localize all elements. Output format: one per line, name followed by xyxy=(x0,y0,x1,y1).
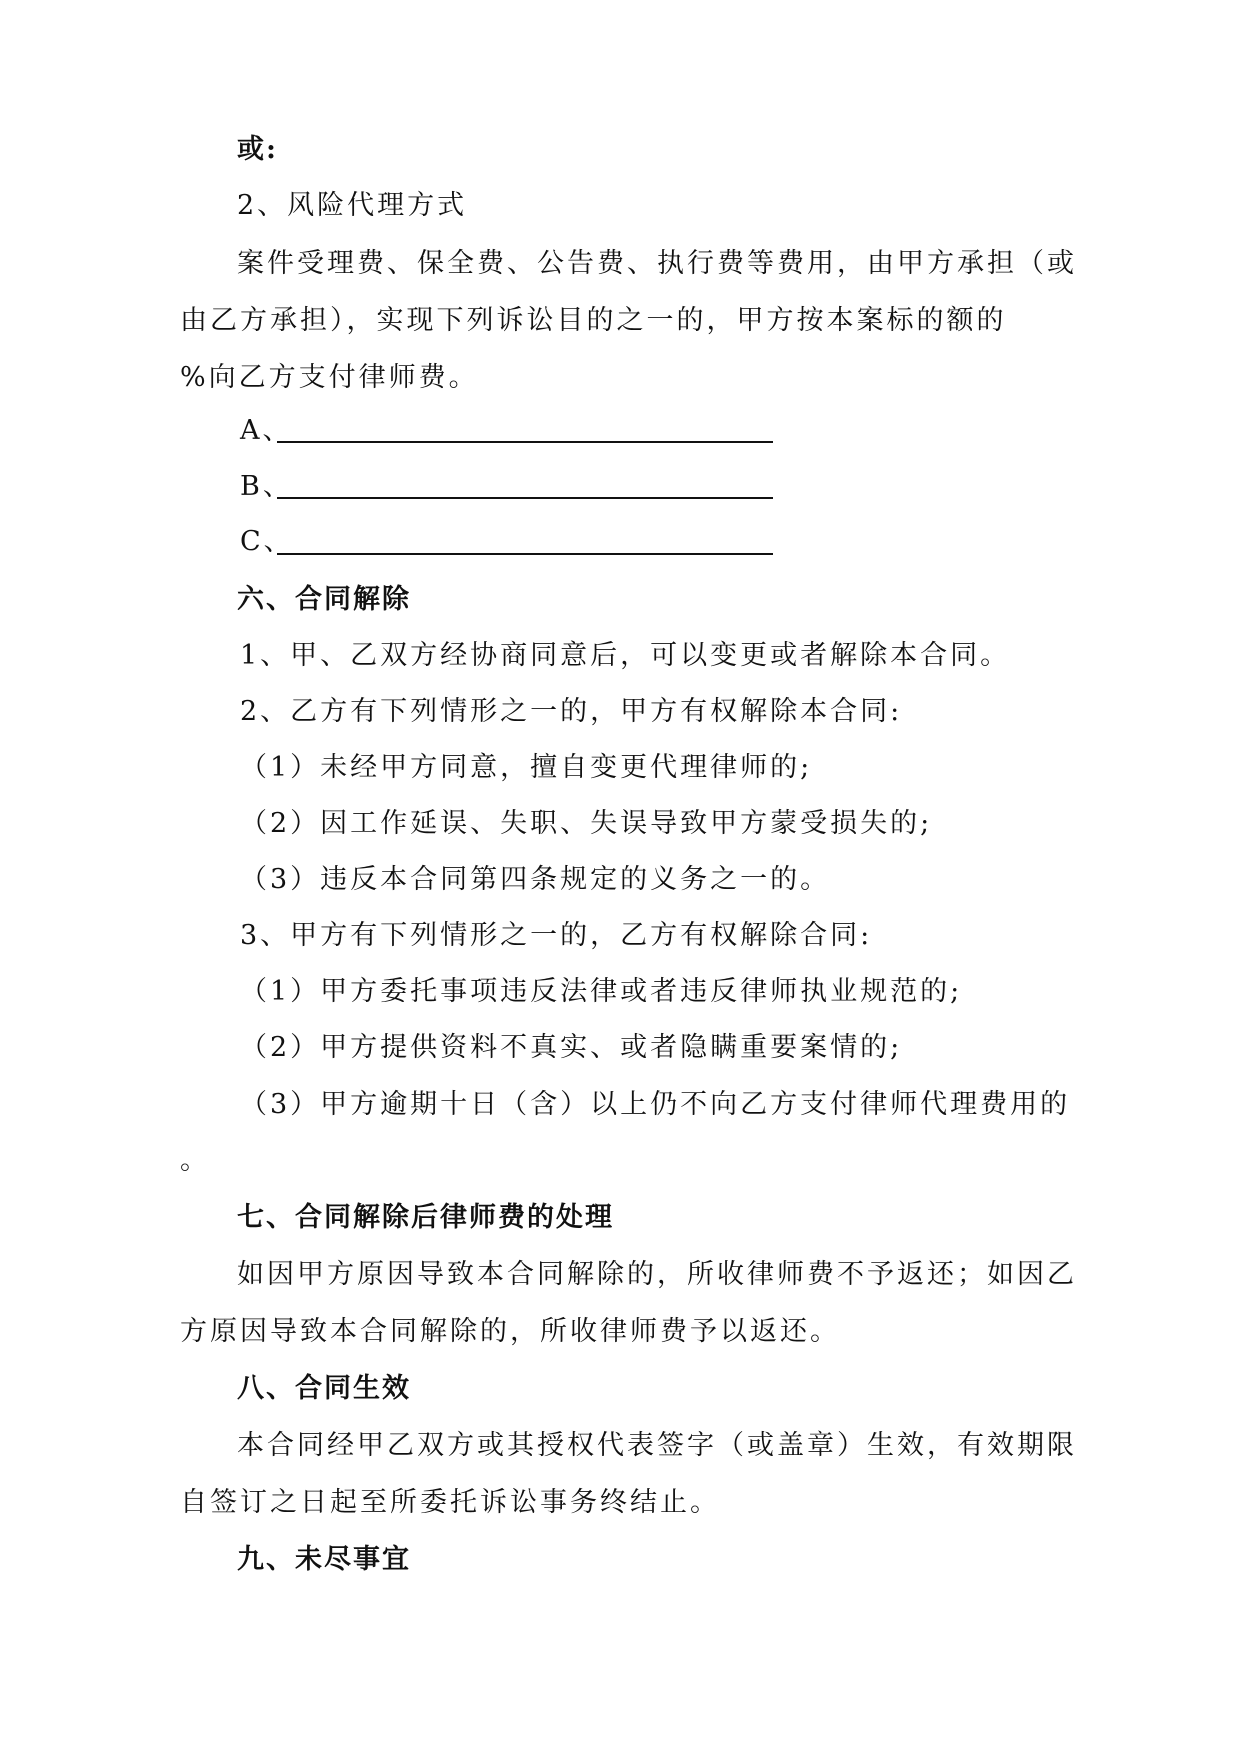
paragraph-line: 由乙方承担），实现下列诉讼目的之一的，甲方按本案标的额的 xyxy=(180,305,1007,336)
paragraph-line: %向乙方支付律师费。 xyxy=(180,362,479,393)
clause-risk-agency-title: 2、风险代理方式 xyxy=(237,190,468,221)
section-heading: 六、合同解除 xyxy=(237,584,411,615)
fill-in-line xyxy=(277,497,773,499)
blank-item-label: B、 xyxy=(240,471,293,502)
list-item: （1）甲方委托事项违反法律或者违反律师执业规范的; xyxy=(240,976,963,1007)
list-item: （1）未经甲方同意，擅自变更代理律师的; xyxy=(240,752,813,783)
fill-in-line xyxy=(277,553,773,555)
section-heading: 七、合同解除后律师费的处理 xyxy=(237,1202,614,1233)
paragraph-line: 2、乙方有下列情形之一的，甲方有权解除本合同: xyxy=(240,696,903,727)
section-heading: 八、合同生效 xyxy=(237,1373,411,1404)
paragraph-line: 如因甲方原因导致本合同解除的，所收律师费不予返还；如因乙 xyxy=(237,1259,1077,1290)
section-heading: 九、未尽事宜 xyxy=(237,1544,411,1575)
paragraph-line: 1、甲、乙双方经协商同意后，可以变更或者解除本合同。 xyxy=(240,640,1011,671)
or-heading: 或: xyxy=(237,134,278,165)
paragraph-line: 3、甲方有下列情形之一的，乙方有权解除合同: xyxy=(240,920,873,951)
paragraph-line: 本合同经甲乙双方或其授权代表签字（或盖章）生效，有效期限 xyxy=(237,1430,1077,1461)
list-item: （2）因工作延误、失职、失误导致甲方蒙受损失的; xyxy=(240,808,933,839)
blank-item-label: A、 xyxy=(240,415,293,446)
list-item: （3）违反本合同第四条规定的义务之一的。 xyxy=(240,864,831,895)
list-item: （2）甲方提供资料不真实、或者隐瞒重要案情的; xyxy=(240,1032,903,1063)
paragraph-line: 案件受理费、保全费、公告费、执行费等费用，由甲方承担（或 xyxy=(237,248,1077,279)
blank-item-label: C、 xyxy=(240,526,294,557)
list-item: （3）甲方逾期十日（含）以上仍不向乙方支付律师代理费用的 xyxy=(240,1089,1071,1120)
paragraph-line: 方原因导致本合同解除的，所收律师费予以返还。 xyxy=(180,1316,840,1347)
paragraph-line: 。 xyxy=(180,1145,210,1176)
paragraph-line: 自签订之日起至所委托诉讼事务终结止。 xyxy=(180,1487,720,1518)
fill-in-line xyxy=(277,441,773,443)
